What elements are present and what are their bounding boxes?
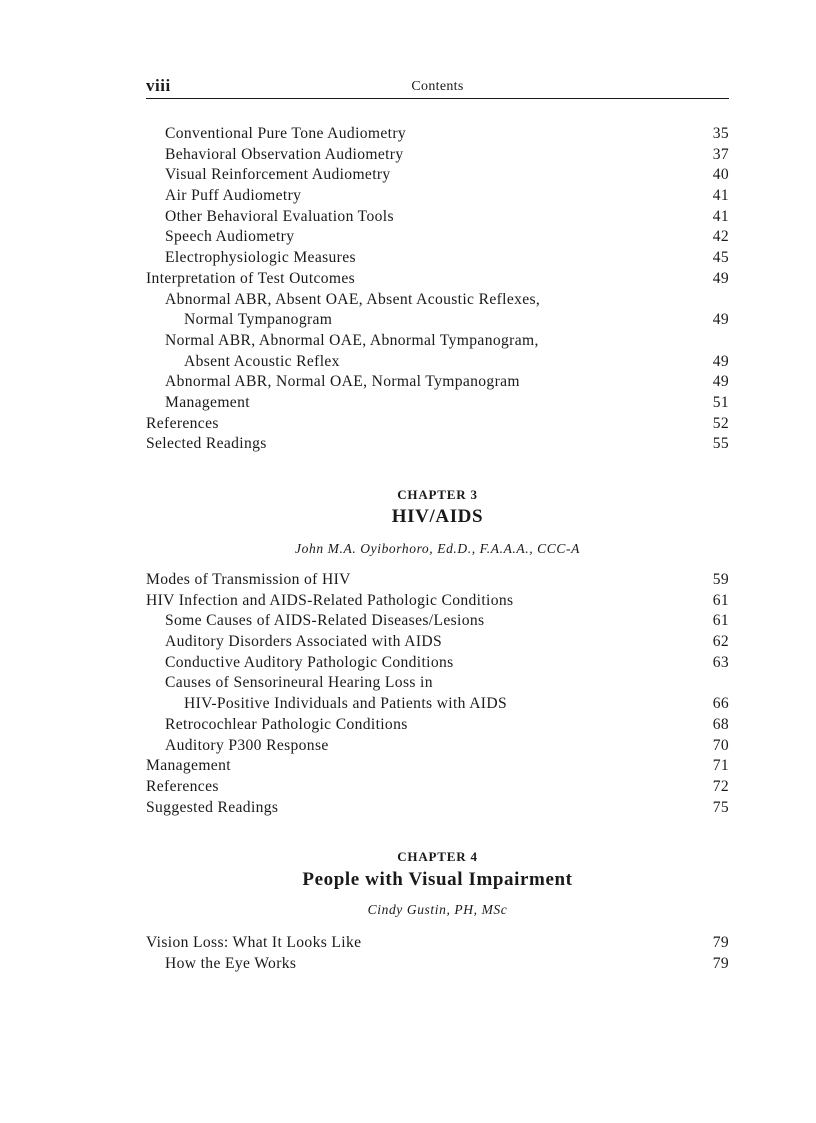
chapter-author: John M.A. Oyiborhoro, Ed.D., F.A.A.A., CCC-A <box>295 541 580 556</box>
toc-block-chapter-3 <box>146 570 729 818</box>
chapter-label: CHAPTER 4 <box>397 849 478 864</box>
toc-entry: Abnormal ABR, Absent OAE, Absent Acoustic Reflexes, <box>165 290 541 308</box>
chapter-label: CHAPTER 3 <box>397 487 478 502</box>
toc-entry: References 52 <box>146 414 729 432</box>
toc-entry: Selected Readings 55 <box>146 435 729 453</box>
toc-entry: HIV Infection and AIDS-Related Pathologic Conditions 61 <box>146 591 729 609</box>
toc-entry: Speech Audiometry 42 <box>165 228 729 246</box>
toc-entry: Some Causes of AIDS-Related Diseases/Lesions 61 <box>165 612 729 630</box>
toc-entry: How the Eye Works 79 <box>165 954 729 972</box>
chapter-3-heading <box>146 486 729 560</box>
toc-entry: Conductive Auditory Pathologic Conditions 63 <box>165 653 729 671</box>
toc-entry: Behavioral Observation Audiometry 37 <box>165 145 729 163</box>
page-number: viii <box>146 76 171 95</box>
chapter-title: People with Visual Impairment <box>302 869 573 890</box>
toc-entry: Vision Loss: What It Looks Like 79 <box>146 934 729 951</box>
toc-entry: Suggested Readings 75 <box>146 798 729 816</box>
toc-block-continued <box>146 124 729 455</box>
toc-entry: Retrocochlear Pathologic Conditions 68 <box>165 715 729 733</box>
chapter-4-heading <box>146 848 729 921</box>
chapter-author: Cindy Gustin, PH, MSc <box>367 902 508 917</box>
toc-entry: Management 71 <box>146 757 729 775</box>
toc-entry: Auditory Disorders Associated with AIDS 62 <box>165 633 729 651</box>
toc-entry: Management 51 <box>165 393 729 411</box>
toc-entry: Auditory P300 Response 70 <box>165 736 729 754</box>
toc-entry: Normal ABR, Abnormal OAE, Abnormal Tympanogram, <box>165 331 539 349</box>
toc-entry: Modes of Transmission of HIV 59 <box>146 571 729 588</box>
toc-entry: Interpretation of Test Outcomes 49 <box>146 269 729 287</box>
toc-entry: HIV-Positive Individuals and Patients with AIDS 66 <box>184 695 729 713</box>
running-head <box>146 76 729 99</box>
running-title: Contents <box>411 79 464 94</box>
toc-entry: Causes of Sensorineural Hearing Loss in <box>165 674 433 692</box>
chapter-title: HIV/AIDS <box>391 506 484 527</box>
toc-entry: Absent Acoustic Reflex 49 <box>184 352 729 370</box>
toc-entry: Electrophysiologic Measures 45 <box>165 249 729 267</box>
toc-entry: Visual Reinforcement Audiometry 40 <box>165 166 729 184</box>
toc-entry: Normal Tympanogram 49 <box>184 311 729 329</box>
toc-entry: Other Behavioral Evaluation Tools 41 <box>165 207 729 225</box>
toc-entry: Abnormal ABR, Normal OAE, Normal Tympanogram 49 <box>165 373 729 391</box>
toc-block-chapter-4 <box>146 933 729 974</box>
toc-entry: Conventional Pure Tone Audiometry 35 <box>165 125 729 142</box>
toc-entry: Air Puff Audiometry 41 <box>165 187 729 205</box>
toc-entry: References 72 <box>146 777 729 795</box>
